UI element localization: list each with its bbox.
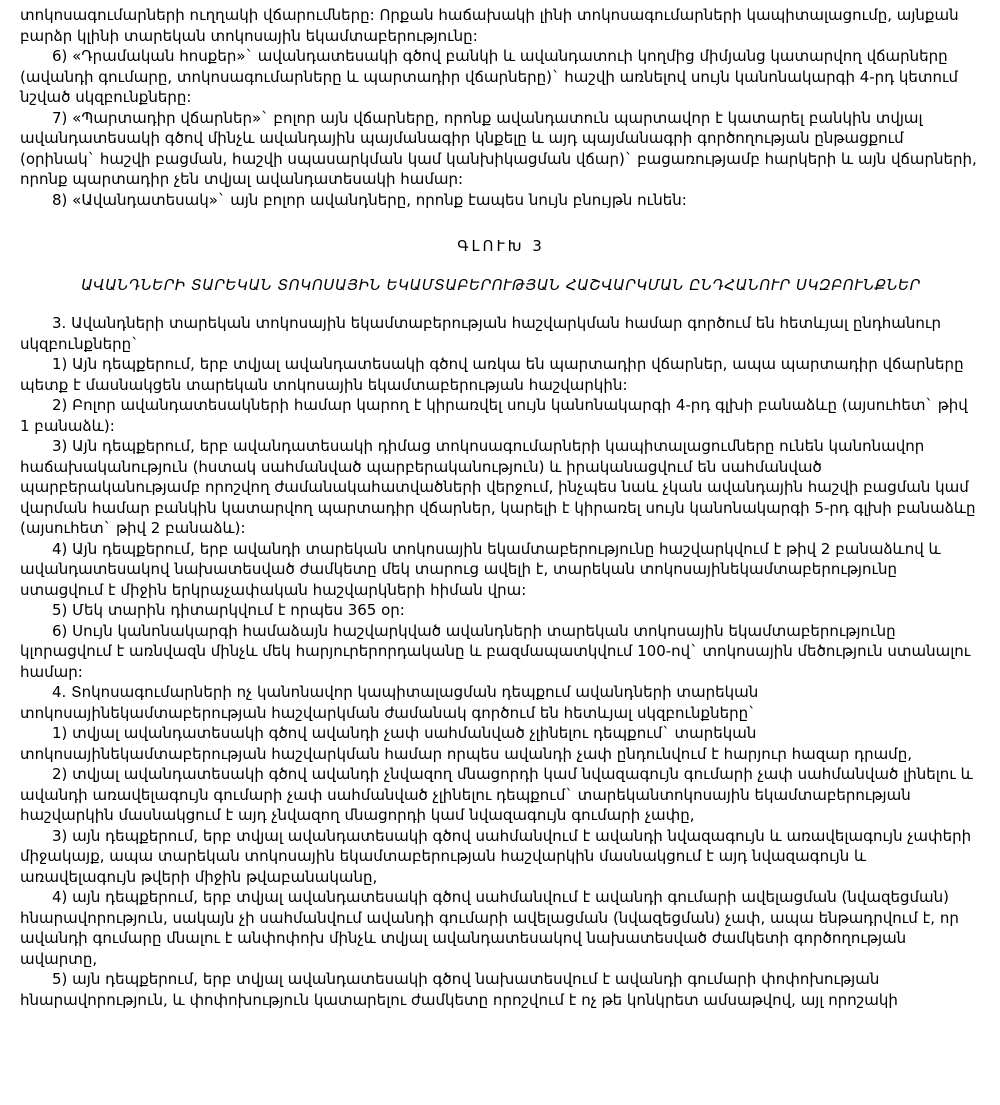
section4-intro <box>20 682 982 723</box>
definition-cash-flows <box>20 46 982 108</box>
section3-item-6 <box>20 621 982 683</box>
section3-item-5 <box>20 600 982 621</box>
definition-cash-flows-text: 6) «Դրամական հոսքեր»` ավանդատեսակի գծով բանկի և ավանդատուի կողմից միմյանց կատարվող վճարները (ավանդի գումարը, տոկոսագումարները և պարտադիր վճարները)` հաշվի առնելով սույն կանոնակարգի 4-րդ կետում նշված սկզբունքները: <box>20 47 959 106</box>
chapter-heading: ԳԼՈՒԽ 3 <box>457 237 545 255</box>
chapter-title: ԱՎԱՆԴՆԵՐԻ ՏԱՐԵԿԱՆ ՏՈԿՈՍԱՅԻՆ ԵԿԱՄՏԱԲԵՐՈՒԹՅԱՆ ՀԱՇՎԱՐԿՄԱՆ ԸՆԴՀԱՆՈՒՐ ՍԿԶԲՈՒՆՔՆԵՐ <box>81 275 921 294</box>
section3-item-3-text: 3) Այն դեպքերում, երբ ավանդատեսակի դիմաց տոկոսագումարների կապիտալացումները ունեն կանոնավոր հաճախականություն (հստակ սահմանված պարբերականություն) և իրականացվում են սահմանված պարբերականությամբ որոշվող ժամանակահատվածների վերջում, ինչպես նաև չկան ավանդային հաշվի բացման կամ վարման համար բանկին կատարվող պարտադիր վճարներ, կարելի է կիրառել սույն կանոնակարգի 5-րդ գլխի բանաձևը (այսուհետ` թիվ 2 բանաձև): <box>20 437 976 537</box>
section4-item-4-text: 4) այն դեպքերում, երբ տվյալ ավանդատեսակի գծով սահմանվում է ավանդի գումարի ավելացման (նվազեցման) հնարավորություն, սակայն չի սահմանվում ավանդի գումարի ավելացման (նվազեցման) չափ, ապա ենթադրվում է, որ ավանդի գումարը մնալու է անփոփոխ մինչև տվյալ ավանդատեսակով նախատեսված ժամկետի գործողության ավարտը, <box>20 888 959 968</box>
section3-item-1-text: 1) Այն դեպքերում, երբ տվյալ ավանդատեսակի գծով առկա են պարտադիր վճարներ, ապա պարտադիր վճարները պետք է մասնակցեն տարեկան տոկոսային եկամտաբերության հաշվարկին: <box>20 355 964 394</box>
definition-mandatory-payments <box>20 108 982 190</box>
definition-deposit-type-text: 8) «Ավանդատեսակ»` այն բոլոր ավանդները, որոնք էապես նույն բնույթն ունեն: <box>52 190 687 209</box>
section4-item-3-text: 3) այն դեպքերում, երբ տվյալ ավանդատեսակի գծով սահմանվում է ավանդի նվազագույն և առավելագույն չափերի միջակայք, ապա տարեկան տոկոսային եկամտաբերության հաշվարկին մասնակցում է այդ նվազագույն և առավելագույն թվերի միջին թվաբանականը, <box>20 826 972 886</box>
section3-item-4 <box>20 539 982 601</box>
section4-item-5 <box>20 969 982 1010</box>
section4-item-2-text: 2) տվյալ ավանդատեսակի գծով ավանդի չնվազող մնացորդի կամ նվազագույն գումարի չափ սահմանված լինելու և ավանդի առավելագույն գումարի չափ սահմանված չլինելու դեպքում` տարեկանտոկոսային եկամտաբերության հաշվարկին մասնակցում է այդ չնվազող մնացորդի կամ նվազագույն գումարի չափը, <box>20 765 973 824</box>
section3-item-2 <box>20 395 982 436</box>
section3-item-3 <box>20 436 982 539</box>
paragraph-continuation: տոկոսագումարների ուղղակի վճարումները: Որքան հաճախակի լինի տոկոսագումարների կապիտալացումը, այնքան բարձր կլինի տարեկան տոկոսային եկամտաբերությունը: <box>20 6 959 45</box>
section3-item-2-text: 2) Բոլոր ավանդատեսակների համար կարող է կիրառվել սույն կանոնակարգի 4-րդ գլխի բանաձևը (այսուհետ` թիվ 1 բանաձև): <box>20 396 968 435</box>
section3-item-6-text: 6) Սույն կանոնակարգի համաձայն հաշվարկված ավանդների տարեկան տոկոսային եկամտաբերությունը կլորացվում է առնվազն մինչև մեկ հարյուրերորդականը և բազմապատկվում 100-ով` տոկոսային մեծություն ստանալու համար: <box>20 621 971 681</box>
definition-deposit-type <box>20 190 982 211</box>
section3-item-4-text: 4) Այն դեպքերում, երբ ավանդի տարեկան տոկոսային եկամտաբերությունը հաշվարկվում է թիվ 2 բանաձևով և ավանդատեսակով նախատեսված ժամկետը մեկ տարուց ավելի է, տարեկան տոկոսայինեկամտաբերությունը ստացվում է միջին երկրաչափական հաշվարկների հիման վրա: <box>20 539 941 599</box>
section4-item-4 <box>20 887 982 969</box>
section3-intro-text: 3. Ավանդների տարեկան տոկոսային եկամտաբերության հաշվարկման համար գործում են հետևյալ ընդհանուր սկզբունքները` <box>20 314 941 353</box>
section4-item-5-text: 5) այն դեպքերում, երբ տվյալ ավանդատեսակի գծով նախատեսվում է ավանդի գումարի փոփոխության հնարավորություն, և փոփոխություն կատարելու ժամկետը որոշվում է ոչ թե կոնկրետ ամսաթվով, այլ որոշակի <box>20 970 898 1009</box>
section3-intro <box>20 313 982 354</box>
section3-item-5-text: 5) Մեկ տարին դիտարկվում է որպես 365 օր: <box>52 601 405 619</box>
section4-item-1-text: 1) տվյալ ավանդատեսակի գծով ավանդի չափ սահմանված չլինելու դեպքում` տարեկան տոկոսայինեկամտաբերության հաշվարկման համար որպես ավանդի չափ ընդունվում է հարյուր հազար դրամը, <box>20 724 912 763</box>
section3-item-1 <box>20 354 982 395</box>
section4-item-3 <box>20 826 982 888</box>
section4-item-1 <box>20 723 982 764</box>
section4-item-2 <box>20 764 982 826</box>
document-page <box>20 5 982 1010</box>
section4-intro-text: 4. Տոկոսագումարների ոչ կանոնավոր կապիտալացման դեպքում ավանդների տարեկան տոկոսայինեկամտաբերության հաշվարկման ժամանակ գործում են հետևյալ սկզբունքները` <box>20 683 759 722</box>
definition-mandatory-payments-text: 7) «Պարտադիր վճարներ»` բոլոր այն վճարները, որոնք ավանդատուն պարտավոր է կատարել բանկին տվյալ ավանդատեսակի գծով մինչև ավանդային պայմանագիր կնքելը և այդ պայմանագրի գործողության ընթացքում (օրինակ` հաշվի բացման, հաշվի սպասարկման կամ կանխիկացման վճար)` բացառությամբ հարկերի և այն վճարների, որոնք պարտադիր չեն տվյալ ավանդատեսակի համար: <box>20 108 977 188</box>
